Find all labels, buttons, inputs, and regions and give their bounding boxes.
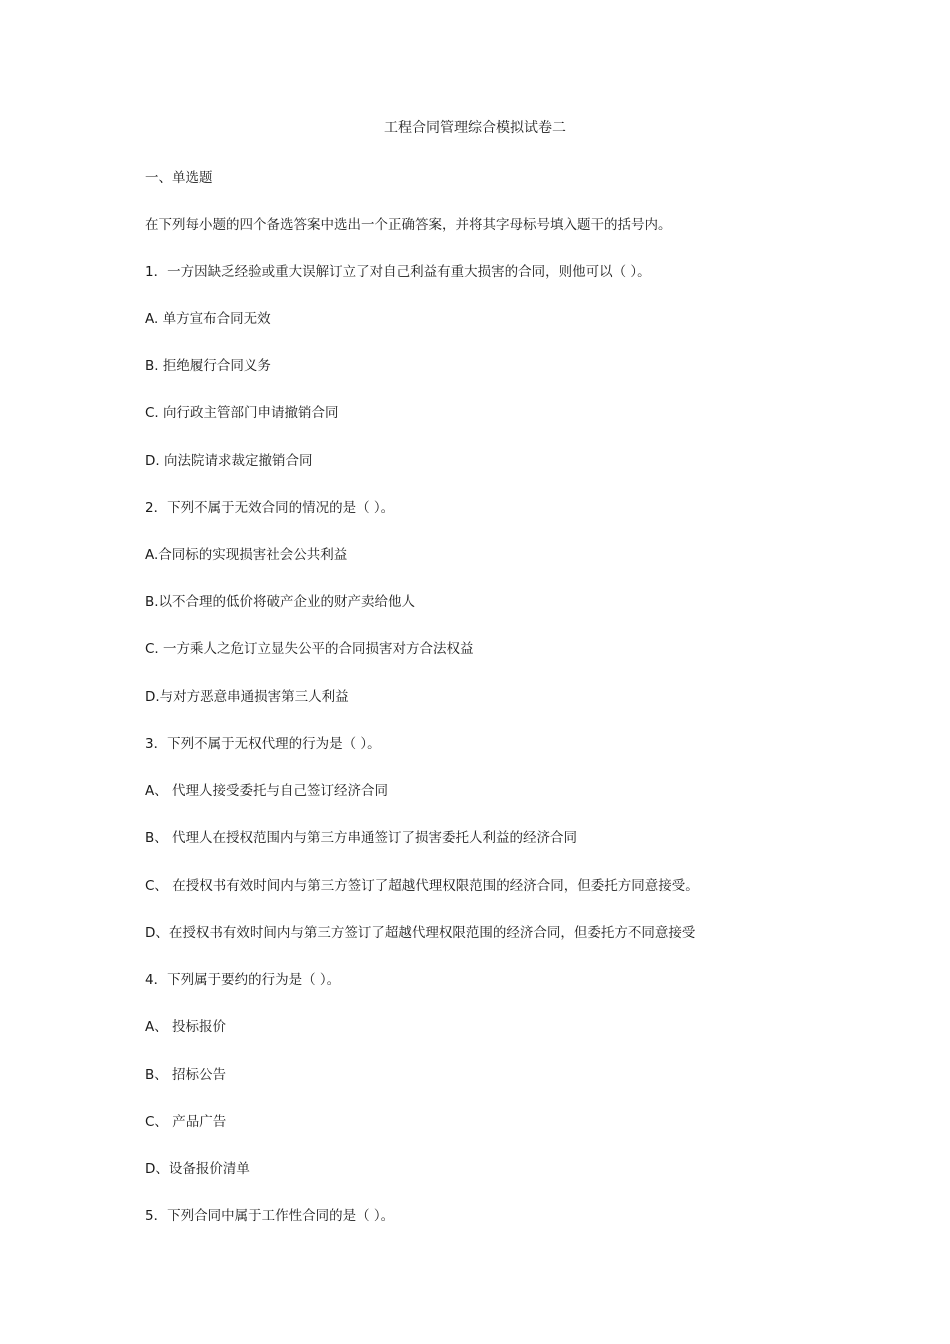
q1-option-c: C. 向行政主管部门申请撤销合同 (145, 405, 339, 421)
question-4: 4．下列属于要约的行为是（ ）。 (145, 972, 341, 988)
q1-option-d: D. 向法院请求裁定撤销合同 (145, 453, 313, 469)
section-heading: 一、单选题 (145, 170, 213, 186)
q3-option-d: D、在授权书有效时间内与第三方签订了超越代理权限范围的经济合同，但委托方不同意接受 (145, 925, 696, 941)
q4-option-b: B、 招标公告 (145, 1067, 227, 1083)
q2-option-a: A.合同标的实现损害社会公共利益 (145, 547, 348, 563)
q3-option-a: A、 代理人接受委托与自己签订经济合同 (145, 783, 389, 799)
q1-option-a: A. 单方宣布合同无效 (145, 311, 271, 327)
q3-option-b: B、 代理人在授权范围内与第三方串通签订了损害委托人利益的经济合同 (145, 830, 578, 846)
question-5: 5．下列合同中属于工作性合同的是（ ）。 (145, 1208, 395, 1224)
document-title: 工程合同管理综合模拟试卷二 (384, 120, 566, 136)
question-1: 1．一方因缺乏经验或重大误解订立了对自己利益有重大损害的合同，则他可以（ ）。 (145, 264, 651, 280)
q4-option-a: A、 投标报价 (145, 1019, 227, 1035)
question-3: 3．下列不属于无权代理的行为是（ ）。 (145, 736, 381, 752)
question-2: 2．下列不属于无效合同的情况的是（ ）。 (145, 500, 395, 516)
q4-option-d: D、设备报价清单 (145, 1161, 250, 1177)
q2-option-d: D.与对方恶意串通损害第三人利益 (145, 689, 349, 705)
q3-option-c: C、 在授权书有效时间内与第三方签订了超越代理权限范围的经济合同，但委托方同意接受。 (145, 878, 699, 894)
q2-option-c: C. 一方乘人之危订立显失公平的合同损害对方合法权益 (145, 641, 474, 657)
q2-option-b: B.以不合理的低价将破产企业的财产卖给他人 (145, 594, 416, 610)
q1-option-b: B. 拒绝履行合同义务 (145, 358, 271, 374)
q4-option-c: C、 产品广告 (145, 1114, 227, 1130)
instruction-text: 在下列每小题的四个备选答案中选出一个正确答案，并将其字母标号填入题干的括号内。 (145, 217, 672, 233)
